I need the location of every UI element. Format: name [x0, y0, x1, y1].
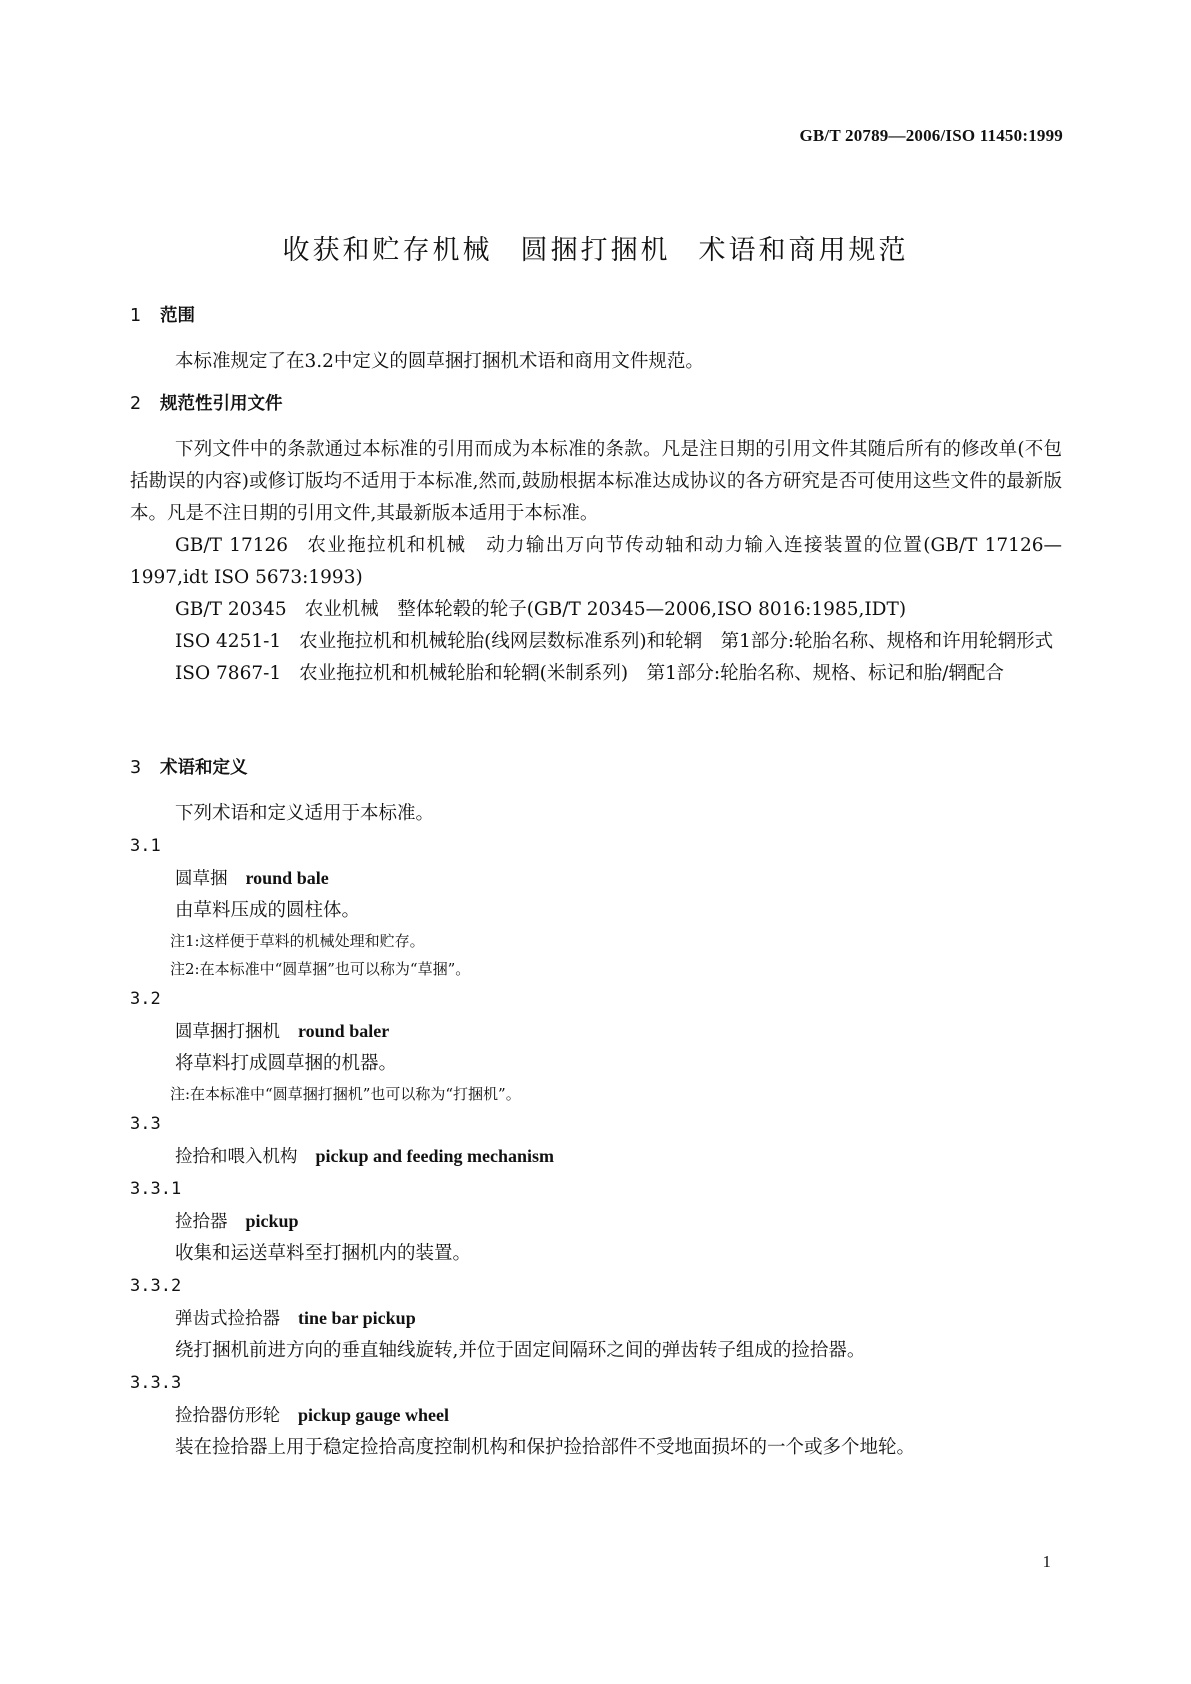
- term-definition: 将草料打成圆草捆的机器。: [175, 1053, 398, 1074]
- term-chinese: 圆草捆: [175, 869, 228, 889]
- section-1-text: 本标准规定了在3.2中定义的圆草捆打捆机术语和商用文件规范。: [175, 351, 704, 372]
- term-heading: [130, 1015, 1062, 1048]
- term-definition: 由草料压成的圆柱体。: [175, 900, 361, 921]
- section-title: 规范性引用文件: [160, 394, 283, 414]
- term-number: 3.1: [130, 836, 161, 856]
- title-part-3: 术语和商用规范: [698, 235, 909, 266]
- reference-title: 农业拖拉机和机械轮胎和轮辋(米制系列) 第1部分:轮胎名称、规格、标记和胎/辋配合: [299, 663, 1004, 684]
- section-number: 2: [130, 394, 142, 414]
- term-chinese: 弹齿式捡拾器: [175, 1309, 280, 1329]
- term-english: pickup: [245, 1211, 299, 1231]
- term-entry: [130, 1173, 1062, 1270]
- section-3-heading: [130, 752, 1062, 784]
- section-3-intro: 下列术语和定义适用于本标准。: [175, 803, 435, 824]
- term-number: 3.3.3: [130, 1373, 182, 1393]
- term-definition: 装在捡拾器上用于稳定捡拾高度控制机构和保护捡拾部件不受地面损坏的一个或多个地轮。: [175, 1437, 916, 1458]
- term-entry: [130, 983, 1062, 1108]
- term-entry: [130, 1367, 1062, 1464]
- term-entry: [130, 1108, 1062, 1173]
- title-part-1: 收获和贮存机械: [282, 235, 493, 266]
- term-heading: [130, 1399, 1062, 1432]
- term-english: pickup gauge wheel: [298, 1405, 450, 1425]
- reference-title: 农业拖拉机和机械 动力输出万向节传动轴和动力输入连接装置的位置(GB/T 17126—1997,idt ISO 5673:1993): [130, 535, 1062, 588]
- term-entry: [130, 830, 1062, 983]
- term-note: 注:在本标准中“圆草捆打捆机”也可以称为“打捆机”。: [170, 1085, 521, 1103]
- term-english: round bale: [245, 868, 329, 888]
- term-note: 注1:这样便于草料的机械处理和贮存。: [170, 932, 425, 950]
- standard-number: GB/T 20789—2006/ISO 11450:1999: [799, 126, 1063, 145]
- document-title: [0, 228, 1191, 267]
- reference-code: GB/T 20345: [175, 599, 287, 620]
- term-number: 3.2: [130, 989, 161, 1009]
- reference-item: [130, 594, 1062, 626]
- term-english: pickup and feeding mechanism: [315, 1146, 555, 1166]
- term-heading: [130, 1205, 1062, 1238]
- section-number: 1: [130, 306, 142, 326]
- page-number: 1: [1042, 1552, 1051, 1571]
- term-chinese: 圆草捆打捆机: [175, 1022, 280, 1042]
- term-definition: 收集和运送草料至打捆机内的装置。: [175, 1243, 472, 1264]
- term-number: 3.3: [130, 1114, 161, 1134]
- term-heading: [130, 1302, 1062, 1335]
- term-entry: [130, 1270, 1062, 1367]
- reference-title: 农业拖拉机和机械轮胎(线网层数标准系列)和轮辋 第1部分:轮胎名称、规格和许用轮辋形式: [299, 631, 1054, 652]
- section-3: [130, 752, 1062, 1464]
- term-english: tine bar pickup: [298, 1308, 416, 1328]
- reference-title: 农业机械 整体轮毂的轮子(GB/T 20345—2006,ISO 8016:1985,IDT): [304, 599, 907, 620]
- term-number: 3.3.2: [130, 1276, 182, 1296]
- term-heading: [130, 862, 1062, 895]
- reference-code: ISO 7867-1: [175, 663, 282, 684]
- term-definition: 绕打捆机前进方向的垂直轴线旋转,并位于固定间隔环之间的弹齿转子组成的捡拾器。: [175, 1340, 866, 1361]
- term-english: round baler: [298, 1021, 390, 1041]
- section-title: 范围: [160, 306, 195, 326]
- section-1-heading: [130, 300, 1062, 332]
- section-title: 术语和定义: [160, 758, 248, 778]
- reference-code: GB/T 17126: [175, 535, 289, 556]
- section-2: [130, 388, 1062, 690]
- section-2-intro: 下列文件中的条款通过本标准的引用而成为本标准的条款。凡是注日期的引用文件其随后所有的修改单(不包括勘误的内容)或修订版均不适用于本标准,然而,鼓励根据本标准达成协议的各方研究是否可使用这些文件的最新版本。凡是不注日期的引用文件,其最新版本适用于本标准。: [130, 439, 1062, 524]
- section-1: [130, 300, 1062, 378]
- section-number: 3: [130, 758, 142, 778]
- term-chinese: 捡拾器: [175, 1212, 228, 1232]
- reference-item: [130, 658, 1062, 690]
- title-part-2: 圆捆打捆机: [520, 235, 671, 266]
- term-chinese: 捡拾和喂入机构: [175, 1147, 298, 1167]
- term-heading: [130, 1140, 1062, 1173]
- term-chinese: 捡拾器仿形轮: [175, 1406, 280, 1426]
- section-2-heading: [130, 388, 1062, 420]
- term-number: 3.3.1: [130, 1179, 182, 1199]
- reference-code: ISO 4251-1: [175, 631, 282, 652]
- reference-item: [130, 626, 1062, 658]
- term-note: 注2:在本标准中“圆草捆”也可以称为“草捆”。: [170, 960, 471, 978]
- reference-item: [130, 530, 1062, 594]
